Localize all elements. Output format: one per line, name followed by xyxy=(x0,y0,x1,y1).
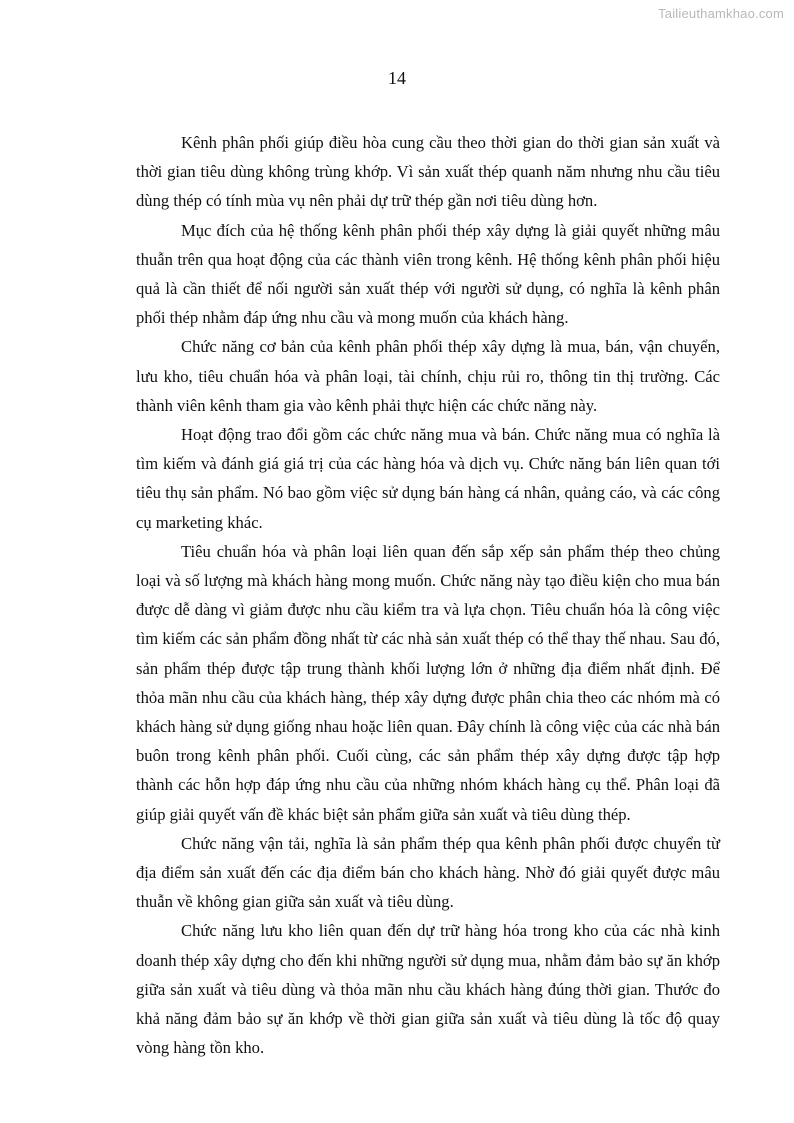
paragraph: Chức năng lưu kho liên quan đến dự trữ hàng hóa trong kho của các nhà kinh doanh thép xây dựng cho đến khi những người sử dụng mua, nhằm đảm bảo sự ăn khớp giữa sản xuất và tiêu dùng và thỏa mãn nhu cầu khách hàng đúng thời gian. Thước đo khả năng đảm bảo sự ăn khớp về thời gian giữa sản xuất và tiêu dùng là tốc độ quay vòng hàng tồn kho. xyxy=(136,921,720,1058)
paragraph: Chức năng vận tải, nghĩa là sản phẩm thép qua kênh phân phối được chuyển từ địa điểm sản xuất đến các địa điểm bán cho khách hàng. Nhờ đó giải quyết được mâu thuẫn về không gian giữa sản xuất và tiêu dùng. xyxy=(136,833,720,912)
paragraph: Chức năng cơ bản của kênh phân phối thép xây dựng là mua, bán, vận chuyển, lưu kho, tiêu chuẩn hóa và phân loại, tài chính, chịu rủi ro, thông tin thị trường. Các thành viên kênh tham gia vào kênh phải thực hiện các chức năng này. xyxy=(136,337,720,415)
paragraph: Tiêu chuẩn hóa và phân loại liên quan đến sắp xếp sản phẩm thép theo chủng loại và số lượng mà khách hàng mong muốn. Chức năng này tạo điều kiện cho mua bán được dễ dàng vì giảm được nhu cầu kiểm tra và lựa chọn. Tiêu chuẩn hóa là công việc tìm kiếm các sản phẩm đồng nhất từ các nhà sản xuất thép có thể thay thế nhau. Sau đó, sản phẩm thép được tập trung thành khối lượng lớn ở những địa điểm nhất định. Để thỏa mãn nhu cầu của khách hàng, thép xây dựng được phân chia theo các nhóm mà có khách hàng sử dụng giống nhau hoặc liên quan. Đây chính là công việc của các nhà bán buôn trong kênh phân phối. Cuối cùng, các sản phẩm thép xây dựng được tập hợp thành các hỗn hợp đáp ứng nhu cầu của những nhóm khách hàng cụ thể. Phân loại đã giúp giải quyết vấn đề khác biệt sản phẩm giữa sản xuất và tiêu dùng thép. xyxy=(136,541,720,824)
paragraph: Kênh phân phối giúp điều hòa cung cầu theo thời gian do thời gian sản xuất và thời gian tiêu dùng không trùng khớp. Vì sản xuất thép quanh năm nhưng nhu cầu tiêu dùng thép có tính mùa vụ nên phải dự trữ thép gần nơi tiêu dùng hơn. xyxy=(136,133,720,211)
paragraph: Mục đích của hệ thống kênh phân phối thép xây dựng là giải quyết những mâu thuẫn trên qua hoạt động của các thành viên trong kênh. Hệ thống kênh phân phối hiệu quả là cần thiết để nối người sản xuất thép với người sử dụng, có nghĩa là kênh phân phối thép nhằm đáp ứng nhu cầu và mong muốn của khách hàng. xyxy=(136,220,720,328)
watermark: Tailieuthamkhao.com xyxy=(658,6,784,21)
page-number: 14 xyxy=(388,68,406,88)
document-body xyxy=(136,128,720,1063)
paragraph: Hoạt động trao đổi gồm các chức năng mua và bán. Chức năng mua có nghĩa là tìm kiếm và đánh giá giá trị của các hàng hóa và dịch vụ. Chức năng bán liên quan tới tiêu thụ sản phẩm. Nó bao gồm việc sử dụng bán hàng cá nhân, quảng cáo, và các công cụ marketing khác. xyxy=(136,425,720,532)
